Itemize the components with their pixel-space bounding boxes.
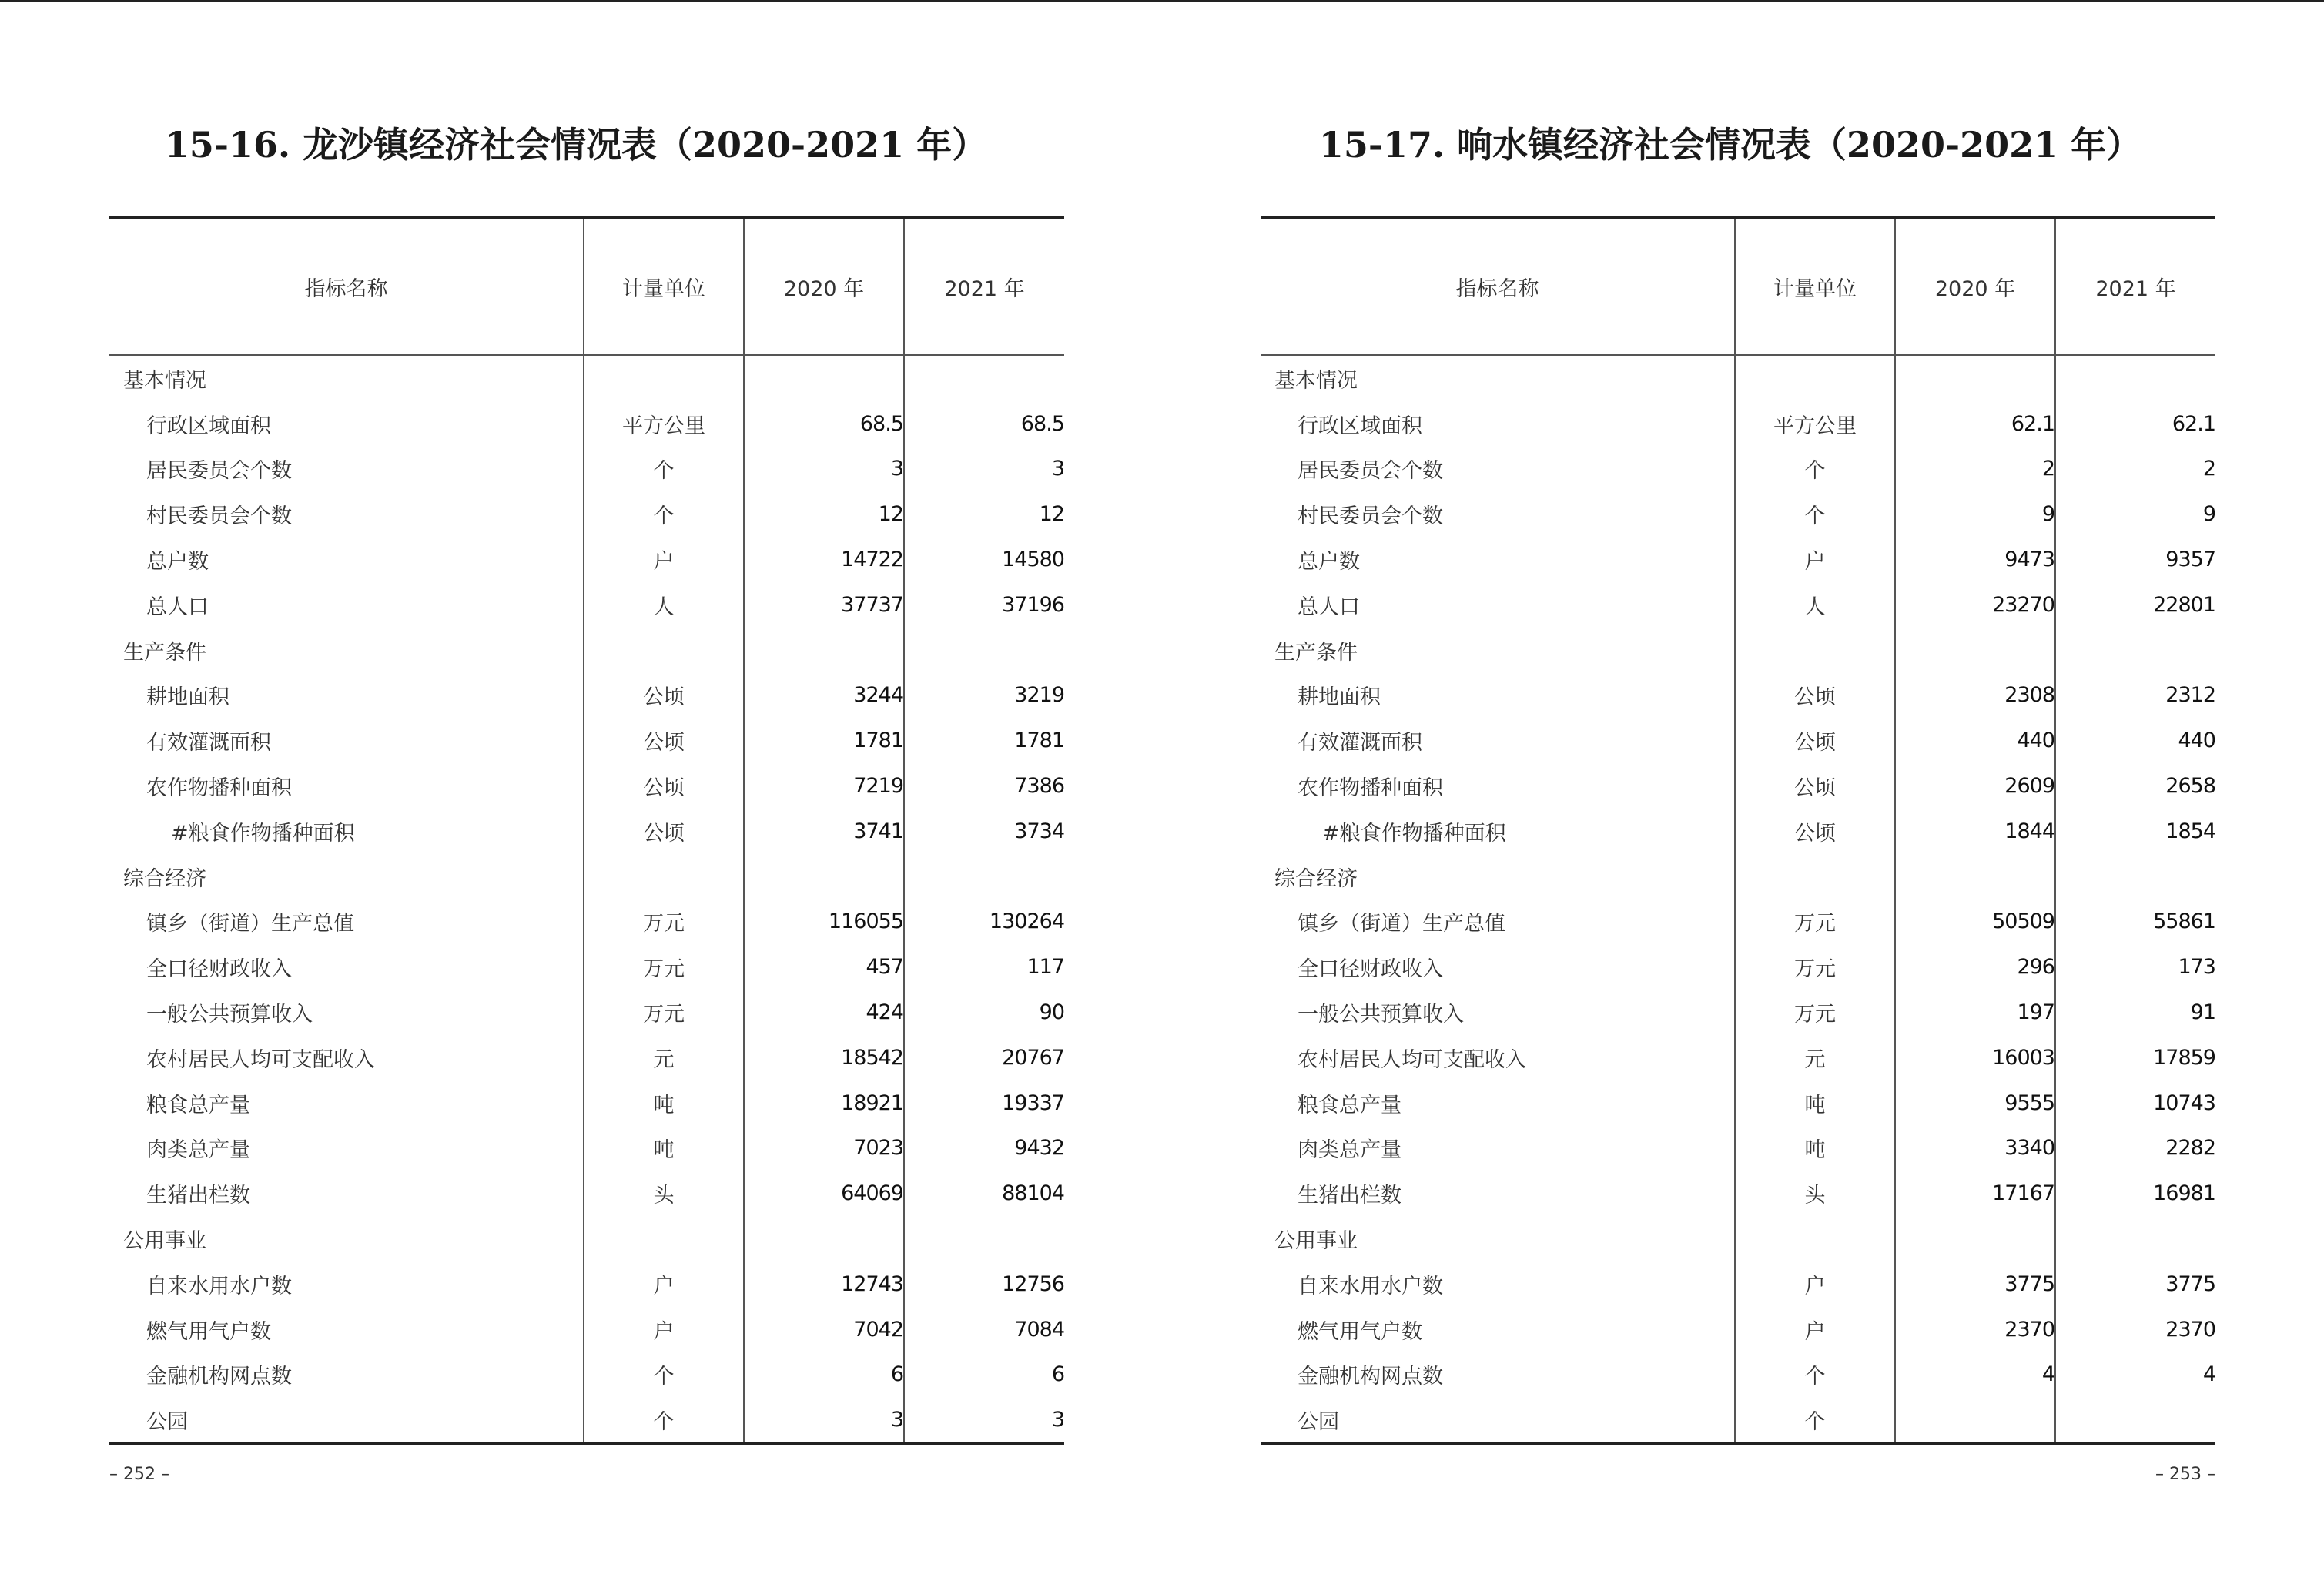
indicator-name-cell: 农作物播种面积: [1298, 776, 1443, 801]
indicator-name-cell: 肉类总产量: [146, 1138, 250, 1163]
unit-cell: 平方公里: [584, 401, 744, 447]
indicator-name-cell: 肉类总产量: [1298, 1138, 1401, 1163]
value-2021-cell: 10743: [2055, 1080, 2215, 1126]
indicator-name-cell: 农村居民人均可支配收入: [1298, 1047, 1526, 1072]
value-2020-cell: 4: [1895, 1352, 2055, 1398]
value-2021-cell: 2312: [2055, 673, 2215, 719]
table-body: [1261, 355, 2215, 1444]
value-2020-cell: 1844: [1895, 809, 2055, 854]
indicator-name-cell: 村民委员会个数: [146, 504, 292, 529]
unit-cell: 个: [1735, 447, 1895, 492]
value-2021-cell: [2055, 628, 2215, 673]
table-row: [109, 990, 1064, 1035]
table-row: [1261, 1261, 2215, 1307]
unit-cell: 头: [584, 1171, 744, 1216]
unit-cell: 人: [1735, 582, 1895, 628]
value-2020-cell: 424: [744, 990, 904, 1035]
value-2021-cell: [904, 854, 1064, 900]
indicator-name-cell: 公用事业: [123, 1229, 206, 1254]
value-2020-cell: [744, 355, 904, 401]
table-row: [109, 900, 1064, 945]
section-row: [1261, 1216, 2215, 1261]
value-2020-cell: 3741: [744, 809, 904, 854]
table-row: [1261, 944, 2215, 990]
table-row: [1261, 673, 2215, 719]
unit-cell: 户: [584, 537, 744, 582]
indicator-name-cell: 公用事业: [1274, 1229, 1358, 1254]
header-unit: 计量单位: [584, 218, 744, 356]
value-2021-cell: 20767: [904, 1035, 1064, 1080]
indicator-name-cell: 公园: [146, 1410, 188, 1435]
unit-cell: 元: [584, 1035, 744, 1080]
value-2021-cell: 9: [2055, 491, 2215, 537]
value-2021-cell: 7386: [904, 763, 1064, 809]
section-row: [1261, 854, 2215, 900]
value-2021-cell: 2370: [2055, 1307, 2215, 1352]
value-2020-cell: [1895, 1216, 2055, 1261]
unit-cell: 公顷: [584, 673, 744, 719]
value-2021-cell: [2055, 1216, 2215, 1261]
header-2021: 2021 年: [2055, 218, 2215, 356]
unit-cell: 个: [584, 1397, 744, 1443]
table-row: [109, 718, 1064, 763]
value-2021-cell: 2282: [2055, 1126, 2215, 1171]
unit-cell: 公顷: [1735, 763, 1895, 809]
unit-cell: 万元: [584, 990, 744, 1035]
unit-cell: 万元: [1735, 990, 1895, 1035]
header-2020: 2020 年: [1895, 218, 2055, 356]
unit-cell: 公顷: [1735, 673, 1895, 719]
indicator-name-cell: 基本情况: [123, 368, 206, 393]
section-row: [109, 355, 1064, 401]
value-2020-cell: [1895, 1397, 2055, 1443]
table-row: [1261, 763, 2215, 809]
section-row: [1261, 628, 2215, 673]
value-2021-cell: 37196: [904, 582, 1064, 628]
indicator-name-cell: 农村居民人均可支配收入: [146, 1047, 375, 1072]
indicator-name-cell: 金融机构网点数: [146, 1365, 292, 1389]
table-row: [1261, 990, 2215, 1035]
value-2021-cell: 2658: [2055, 763, 2215, 809]
indicator-name-cell: 居民委员会个数: [1298, 459, 1443, 484]
page-number: – 252 –: [109, 1465, 169, 1484]
indicator-name-cell: 自来水用水户数: [146, 1274, 292, 1298]
unit-cell: 公顷: [584, 718, 744, 763]
table-row: [109, 1397, 1064, 1443]
indicator-name-cell: 金融机构网点数: [1298, 1365, 1443, 1389]
indicator-name-cell: 有效灌溉面积: [146, 731, 271, 755]
value-2021-cell: [2055, 1397, 2215, 1443]
table-row: [1261, 401, 2215, 447]
indicator-name-cell: 燃气用气户数: [1298, 1319, 1422, 1344]
value-2021-cell: 17859: [2055, 1035, 2215, 1080]
value-2021-cell: 3: [904, 447, 1064, 492]
unit-cell: 万元: [584, 944, 744, 990]
indicator-name-cell: 燃气用气户数: [146, 1319, 271, 1344]
value-2020-cell: 3244: [744, 673, 904, 719]
table-title: 15-17. 响水镇经济社会情况表（2020-2021 年）: [1318, 124, 2142, 166]
value-2021-cell: 91: [2055, 990, 2215, 1035]
unit-cell: 户: [1735, 1261, 1895, 1307]
header-2020: 2020 年: [744, 218, 904, 356]
table-row: [109, 809, 1064, 854]
table-title: 15-16. 龙沙镇经济社会情况表（2020-2021 年）: [164, 124, 988, 166]
value-2020-cell: 64069: [744, 1171, 904, 1216]
unit-cell: 公顷: [1735, 809, 1895, 854]
unit-cell: 个: [584, 491, 744, 537]
unit-cell: 万元: [1735, 944, 1895, 990]
table-row: [109, 1171, 1064, 1216]
value-2020-cell: [744, 1216, 904, 1261]
value-2020-cell: 440: [1895, 718, 2055, 763]
unit-cell: 公顷: [584, 809, 744, 854]
unit-cell: 公顷: [1735, 718, 1895, 763]
indicator-name-cell: 农作物播种面积: [146, 776, 292, 801]
unit-cell: 头: [1735, 1171, 1895, 1216]
table-row: [1261, 491, 2215, 537]
indicator-name-cell: 粮食总产量: [1298, 1093, 1401, 1117]
value-2020-cell: [1895, 854, 2055, 900]
value-2020-cell: 12: [744, 491, 904, 537]
value-2020-cell: 16003: [1895, 1035, 2055, 1080]
unit-cell: 户: [1735, 537, 1895, 582]
value-2020-cell: 3: [744, 447, 904, 492]
value-2020-cell: [1895, 355, 2055, 401]
unit-cell: [584, 628, 744, 673]
indicator-name-cell: 自来水用水户数: [1298, 1274, 1443, 1298]
indicator-name-cell: 一般公共预算收入: [146, 1003, 313, 1027]
value-2020-cell: 50509: [1895, 900, 2055, 945]
indicator-name-cell: 全口径财政收入: [1298, 957, 1443, 982]
page-number: – 253 –: [2155, 1465, 2215, 1484]
value-2021-cell: 3775: [2055, 1261, 2215, 1307]
header-2021: 2021 年: [904, 218, 1064, 356]
value-2021-cell: 62.1: [2055, 401, 2215, 447]
value-2020-cell: 2609: [1895, 763, 2055, 809]
page-right: [1261, 0, 2215, 1588]
unit-cell: 个: [1735, 1397, 1895, 1443]
table-row: [109, 1261, 1064, 1307]
value-2021-cell: [904, 1216, 1064, 1261]
table-row: [1261, 447, 2215, 492]
indicator-name-cell: 综合经济: [123, 866, 206, 891]
indicator-name-cell: 生猪出栏数: [1298, 1184, 1401, 1208]
value-2020-cell: 2308: [1895, 673, 2055, 719]
section-row: [109, 854, 1064, 900]
unit-cell: 人: [584, 582, 744, 628]
indicator-name-cell: 总人口: [146, 595, 209, 619]
indicator-name-cell: 镇乡（街道）生产总值: [146, 912, 354, 936]
indicator-name-cell: 综合经济: [1274, 866, 1358, 891]
table-row: [109, 1307, 1064, 1352]
unit-cell: 平方公里: [1735, 401, 1895, 447]
value-2020-cell: [744, 854, 904, 900]
value-2021-cell: 12: [904, 491, 1064, 537]
value-2020-cell: 7042: [744, 1307, 904, 1352]
stats-table: [1261, 216, 2215, 1445]
indicator-name-cell: 行政区域面积: [146, 414, 271, 438]
value-2020-cell: 17167: [1895, 1171, 2055, 1216]
indicator-name-cell: #粮食作物播种面积: [171, 821, 355, 846]
table-row: [109, 1035, 1064, 1080]
indicator-name-cell: 生产条件: [1274, 640, 1358, 665]
unit-cell: 个: [584, 1352, 744, 1398]
table-row: [109, 673, 1064, 719]
value-2020-cell: 12743: [744, 1261, 904, 1307]
table-header-row: [1261, 218, 2215, 356]
value-2020-cell: 9555: [1895, 1080, 2055, 1126]
indicator-name-cell: 总户数: [146, 550, 209, 575]
unit-cell: 个: [1735, 491, 1895, 537]
value-2020-cell: 9: [1895, 491, 2055, 537]
unit-cell: [584, 355, 744, 401]
unit-cell: 万元: [1735, 900, 1895, 945]
unit-cell: [1735, 1216, 1895, 1261]
table-row: [1261, 809, 2215, 854]
value-2020-cell: 3: [744, 1397, 904, 1443]
value-2021-cell: 55861: [2055, 900, 2215, 945]
stats-table: [109, 216, 1064, 1445]
value-2020-cell: 1781: [744, 718, 904, 763]
indicator-name-cell: 总人口: [1298, 595, 1360, 619]
indicator-name-cell: 行政区域面积: [1298, 414, 1422, 438]
value-2021-cell: 1781: [904, 718, 1064, 763]
table-row: [1261, 1080, 2215, 1126]
page-left: [109, 0, 1064, 1588]
table-row: [109, 491, 1064, 537]
table-row: [1261, 1352, 2215, 1398]
table-row: [1261, 582, 2215, 628]
value-2021-cell: 2: [2055, 447, 2215, 492]
indicator-name-cell: 一般公共预算收入: [1298, 1003, 1464, 1027]
value-2021-cell: [2055, 854, 2215, 900]
table-row: [1261, 1126, 2215, 1171]
indicator-name-cell: #粮食作物播种面积: [1322, 821, 1506, 846]
value-2020-cell: 2370: [1895, 1307, 2055, 1352]
value-2021-cell: 4: [2055, 1352, 2215, 1398]
indicator-name-cell: 生产条件: [123, 640, 206, 665]
indicator-name-cell: 全口径财政收入: [146, 957, 292, 982]
value-2020-cell: 62.1: [1895, 401, 2055, 447]
header-unit: 计量单位: [1735, 218, 1895, 356]
indicator-name-cell: 居民委员会个数: [146, 459, 292, 484]
value-2021-cell: 3219: [904, 673, 1064, 719]
unit-cell: 户: [584, 1261, 744, 1307]
value-2021-cell: 130264: [904, 900, 1064, 945]
value-2020-cell: 116055: [744, 900, 904, 945]
table-row: [109, 537, 1064, 582]
indicator-name-cell: 生猪出栏数: [146, 1184, 250, 1208]
table-row: [1261, 718, 2215, 763]
value-2020-cell: 14722: [744, 537, 904, 582]
section-row: [109, 628, 1064, 673]
value-2020-cell: 37737: [744, 582, 904, 628]
value-2021-cell: 9432: [904, 1126, 1064, 1171]
unit-cell: [584, 854, 744, 900]
value-2021-cell: 3: [904, 1397, 1064, 1443]
value-2021-cell: 12756: [904, 1261, 1064, 1307]
value-2020-cell: [744, 628, 904, 673]
value-2020-cell: 9473: [1895, 537, 2055, 582]
unit-cell: [1735, 628, 1895, 673]
value-2020-cell: 68.5: [744, 401, 904, 447]
value-2021-cell: 88104: [904, 1171, 1064, 1216]
unit-cell: 个: [584, 447, 744, 492]
table-row: [109, 1126, 1064, 1171]
table-row: [109, 763, 1064, 809]
unit-cell: 户: [1735, 1307, 1895, 1352]
table-row: [1261, 1171, 2215, 1216]
indicator-name-cell: 村民委员会个数: [1298, 504, 1443, 529]
table-row: [109, 1080, 1064, 1126]
indicator-name-cell: 耕地面积: [146, 685, 229, 710]
indicator-name-cell: 基本情况: [1274, 368, 1358, 393]
value-2020-cell: 457: [744, 944, 904, 990]
header-indicator: 指标名称: [1261, 218, 1735, 356]
indicator-name-cell: 粮食总产量: [146, 1093, 250, 1117]
section-row: [109, 1216, 1064, 1261]
unit-cell: 元: [1735, 1035, 1895, 1080]
value-2021-cell: 90: [904, 990, 1064, 1035]
unit-cell: 户: [584, 1307, 744, 1352]
unit-cell: 吨: [1735, 1126, 1895, 1171]
value-2020-cell: 6: [744, 1352, 904, 1398]
header-indicator: 指标名称: [109, 218, 584, 356]
value-2020-cell: 3775: [1895, 1261, 2055, 1307]
unit-cell: [1735, 854, 1895, 900]
value-2020-cell: 296: [1895, 944, 2055, 990]
section-row: [1261, 355, 2215, 401]
table-row: [109, 401, 1064, 447]
value-2021-cell: 19337: [904, 1080, 1064, 1126]
value-2020-cell: 18542: [744, 1035, 904, 1080]
indicator-name-cell: 总户数: [1298, 550, 1360, 575]
value-2021-cell: 3734: [904, 809, 1064, 854]
table-row: [109, 447, 1064, 492]
indicator-name-cell: 耕地面积: [1298, 685, 1381, 710]
unit-cell: 吨: [584, 1126, 744, 1171]
table-body: [109, 355, 1064, 1444]
value-2021-cell: 9357: [2055, 537, 2215, 582]
unit-cell: 吨: [584, 1080, 744, 1126]
value-2021-cell: 1854: [2055, 809, 2215, 854]
value-2021-cell: [904, 355, 1064, 401]
unit-cell: 公顷: [584, 763, 744, 809]
table-row: [1261, 537, 2215, 582]
unit-cell: 万元: [584, 900, 744, 945]
unit-cell: 吨: [1735, 1080, 1895, 1126]
value-2021-cell: 440: [2055, 718, 2215, 763]
value-2020-cell: 2: [1895, 447, 2055, 492]
value-2020-cell: 7219: [744, 763, 904, 809]
value-2021-cell: 173: [2055, 944, 2215, 990]
value-2021-cell: 117: [904, 944, 1064, 990]
value-2020-cell: 7023: [744, 1126, 904, 1171]
table-row: [1261, 900, 2215, 945]
value-2020-cell: 197: [1895, 990, 2055, 1035]
value-2021-cell: 7084: [904, 1307, 1064, 1352]
indicator-name-cell: 公园: [1298, 1410, 1339, 1435]
table-row: [109, 944, 1064, 990]
value-2021-cell: 22801: [2055, 582, 2215, 628]
unit-cell: 个: [1735, 1352, 1895, 1398]
unit-cell: [584, 1216, 744, 1261]
value-2020-cell: [1895, 628, 2055, 673]
table-row: [109, 1352, 1064, 1398]
indicator-name-cell: 镇乡（街道）生产总值: [1298, 912, 1505, 936]
value-2021-cell: [904, 628, 1064, 673]
unit-cell: [1735, 355, 1895, 401]
value-2021-cell: 14580: [904, 537, 1064, 582]
table-header-row: [109, 218, 1064, 356]
table-row: [1261, 1307, 2215, 1352]
value-2021-cell: 68.5: [904, 401, 1064, 447]
value-2021-cell: 16981: [2055, 1171, 2215, 1216]
table-row: [109, 582, 1064, 628]
value-2020-cell: 3340: [1895, 1126, 2055, 1171]
value-2021-cell: 6: [904, 1352, 1064, 1398]
value-2020-cell: 18921: [744, 1080, 904, 1126]
indicator-name-cell: 有效灌溉面积: [1298, 731, 1422, 755]
table-row: [1261, 1035, 2215, 1080]
value-2020-cell: 23270: [1895, 582, 2055, 628]
table-row: [1261, 1397, 2215, 1443]
value-2021-cell: [2055, 355, 2215, 401]
